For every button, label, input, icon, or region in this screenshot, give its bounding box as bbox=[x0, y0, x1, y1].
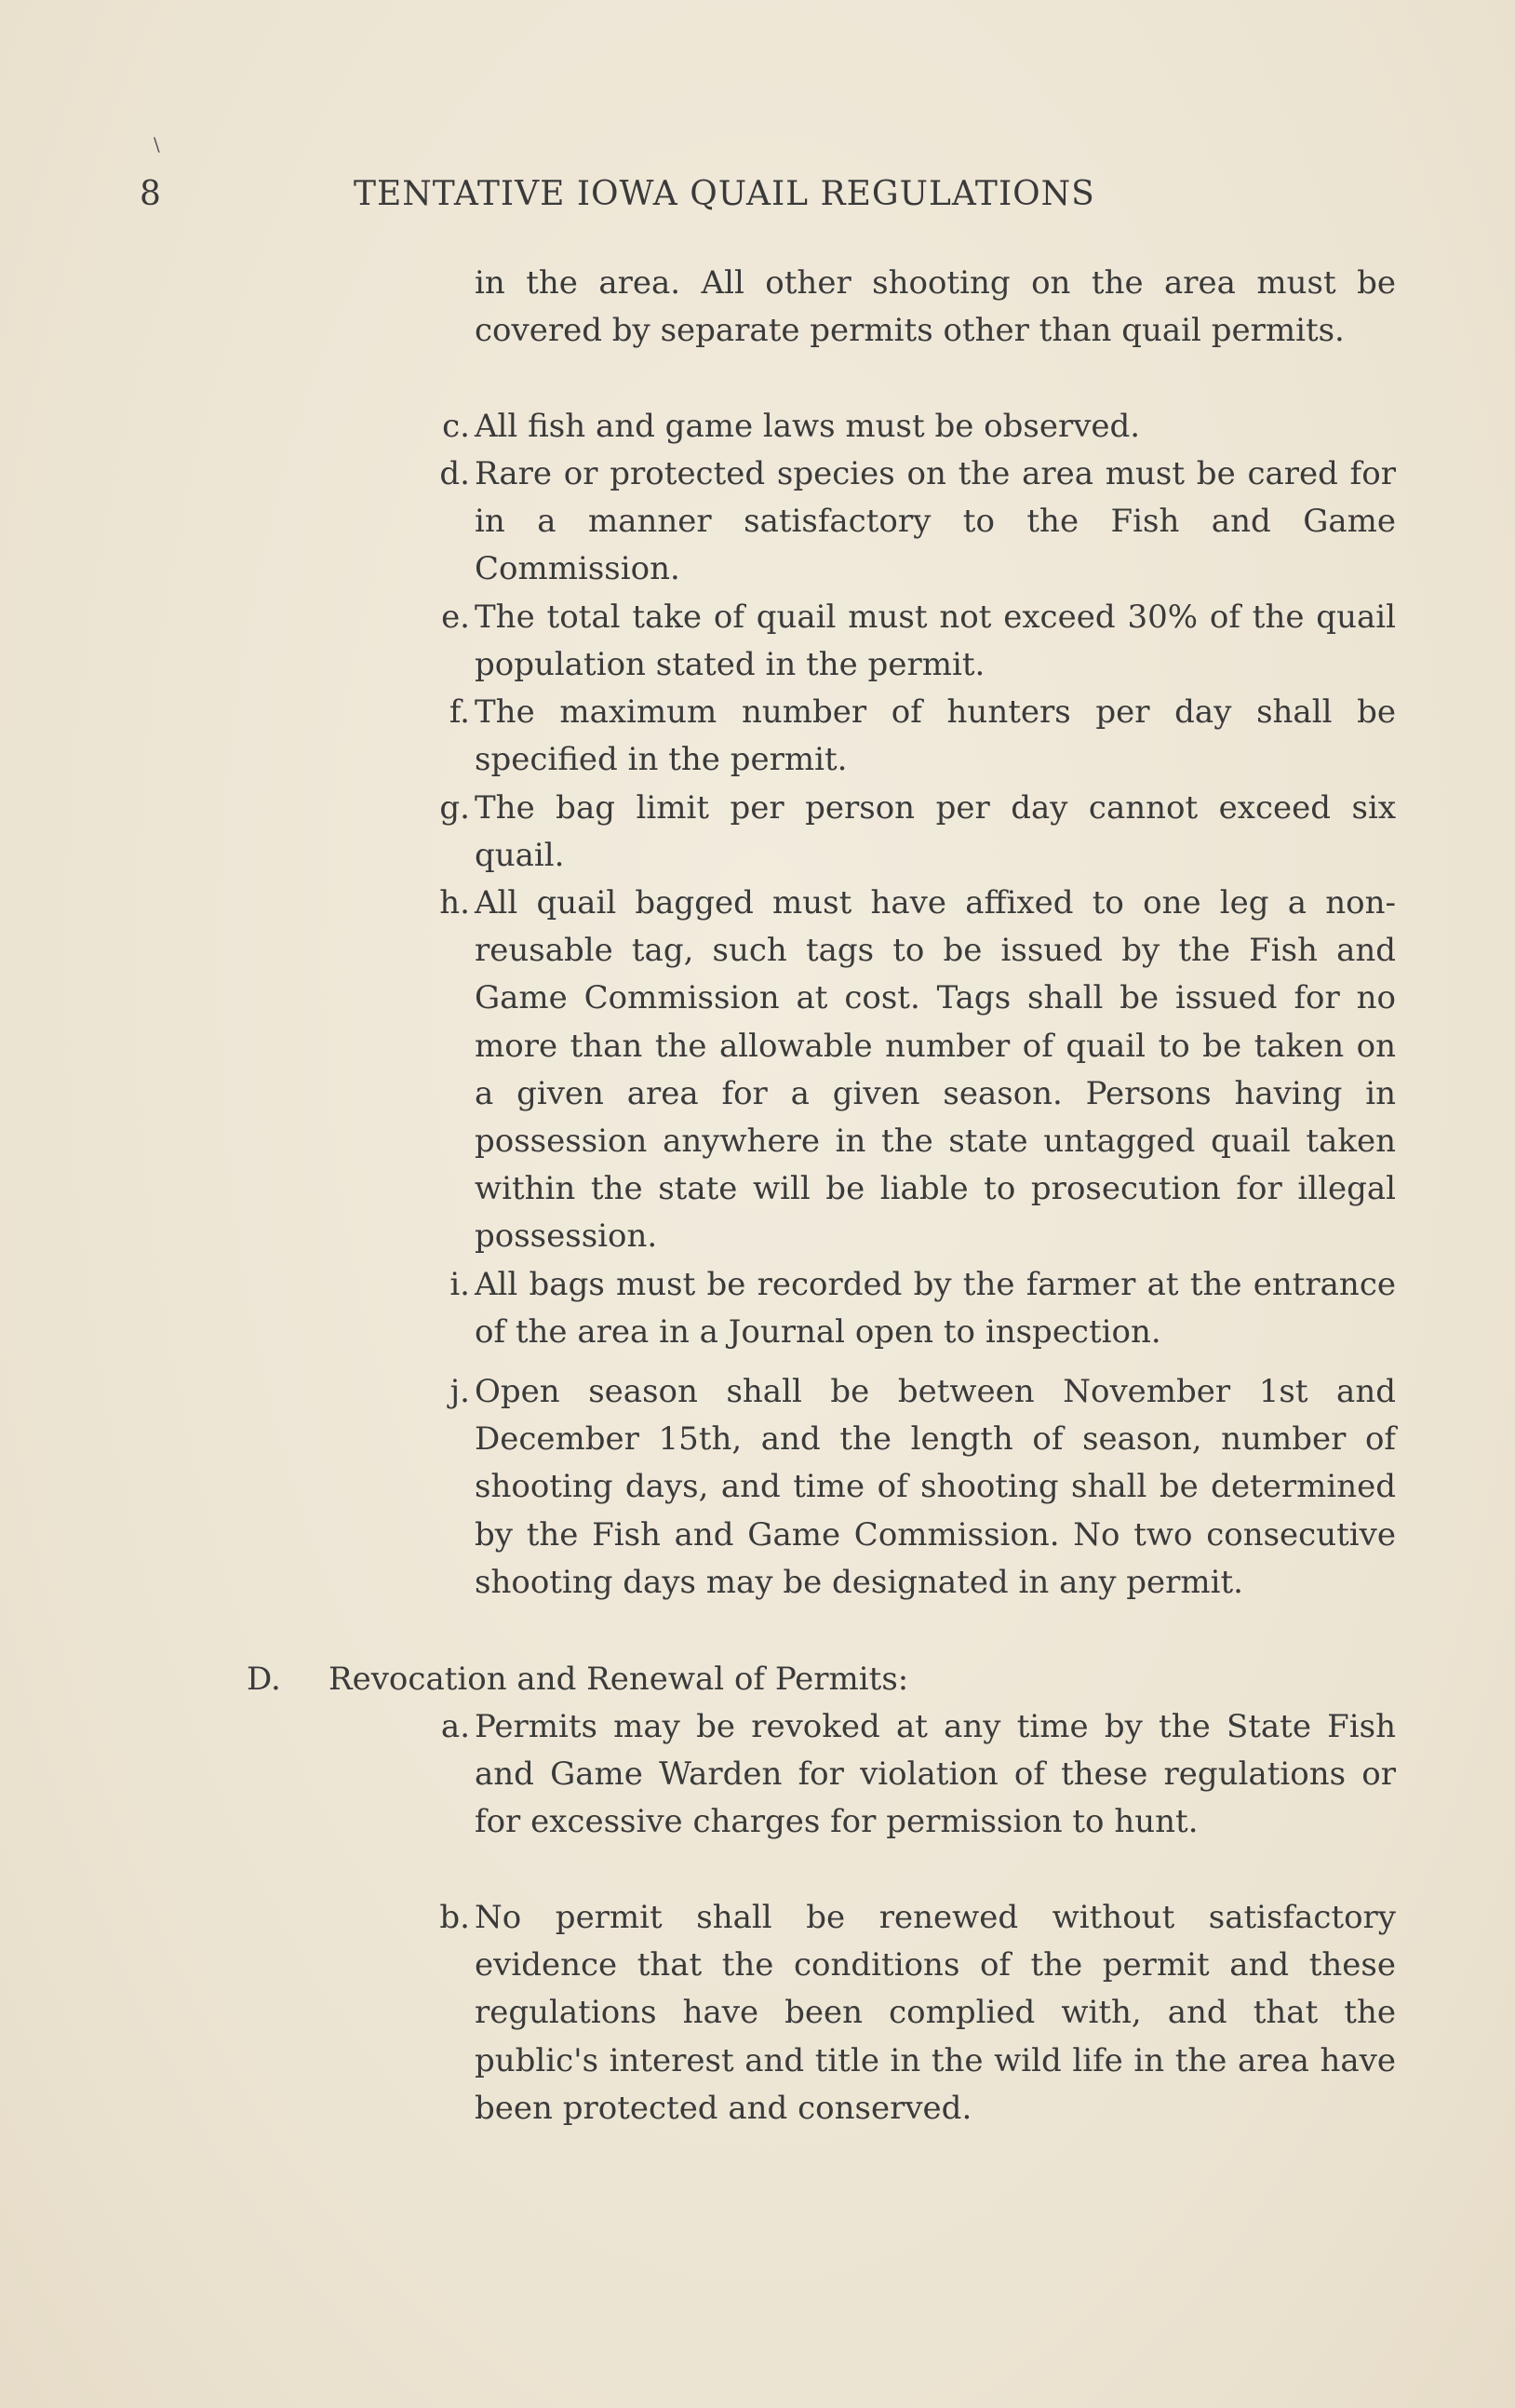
continued-paragraph: in the area. All other shooting on the area must be covered by separate permits other than quail permits. bbox=[475, 264, 1396, 350]
item-text: The total take of quail must not exceed 30% of the quail population stated in the permit. bbox=[475, 599, 1396, 684]
section-title: Revocation and Renewal of Permits: bbox=[328, 1661, 909, 1698]
item-text: Open season shall be between November 1st and December 15th, and the length of season, number of shooting days, and time of shooting shall be determined by the Fish and Game Commission. No two consecutive shooting days may be designated in any permit. bbox=[475, 1373, 1396, 1601]
item-label: f. bbox=[449, 693, 470, 731]
page-number: 8 bbox=[140, 175, 162, 213]
running-title: TENTATIVE IOWA QUAIL REGULATIONS bbox=[354, 175, 1095, 213]
item-text: All fish and game laws must be observed. bbox=[475, 408, 1141, 445]
margin-mark: \ bbox=[154, 133, 160, 155]
section-heading bbox=[247, 1656, 1396, 1703]
item-label: h. bbox=[439, 884, 470, 921]
item-label: g. bbox=[439, 789, 470, 827]
item-label: d. bbox=[439, 455, 470, 492]
page-header bbox=[140, 175, 1200, 222]
item-text: The bag limit per person per day cannot exceed six quail. bbox=[475, 789, 1396, 875]
section-label: D. bbox=[247, 1661, 281, 1698]
item-label: j. bbox=[449, 1373, 470, 1410]
item-text: All quail bagged must have affixed to one leg a non-reusable tag, such tags to be issued by the Fish and Game Commission at cost. Tags shall be issued for no more than the allowable number of quail to be taken on a given area for a given season. Persons having in possession anywhere in the state untagged quail taken within the state will be liable to prosecution for illegal possession. bbox=[475, 884, 1396, 1256]
item-label: c. bbox=[442, 408, 470, 445]
item-text: Rare or protected species on the area must be cared for in a manner satisfactory to the Fish and Game Commission. bbox=[475, 455, 1396, 588]
item-text: The maximum number of hunters per day shall be specified in the permit. bbox=[475, 693, 1396, 779]
item-text: No permit shall be renewed without satisfactory evidence that the conditions of the permit and these regulations have been complied with, and that the public's interest and title in the wild life in the area have been protected and conserved. bbox=[475, 1899, 1396, 2127]
item-label: e. bbox=[441, 599, 470, 636]
item-text: All bags must be recorded by the farmer at the entrance of the area in a Journal open to inspection. bbox=[475, 1266, 1396, 1352]
item-text: Permits may be revoked at any time by the State Fish and Game Warden for violation of these regulations or for excessive charges for permission to hunt. bbox=[475, 1708, 1396, 1841]
item-label: a. bbox=[440, 1708, 470, 1745]
item-label: i. bbox=[449, 1266, 470, 1303]
item-label: b. bbox=[439, 1899, 470, 1936]
